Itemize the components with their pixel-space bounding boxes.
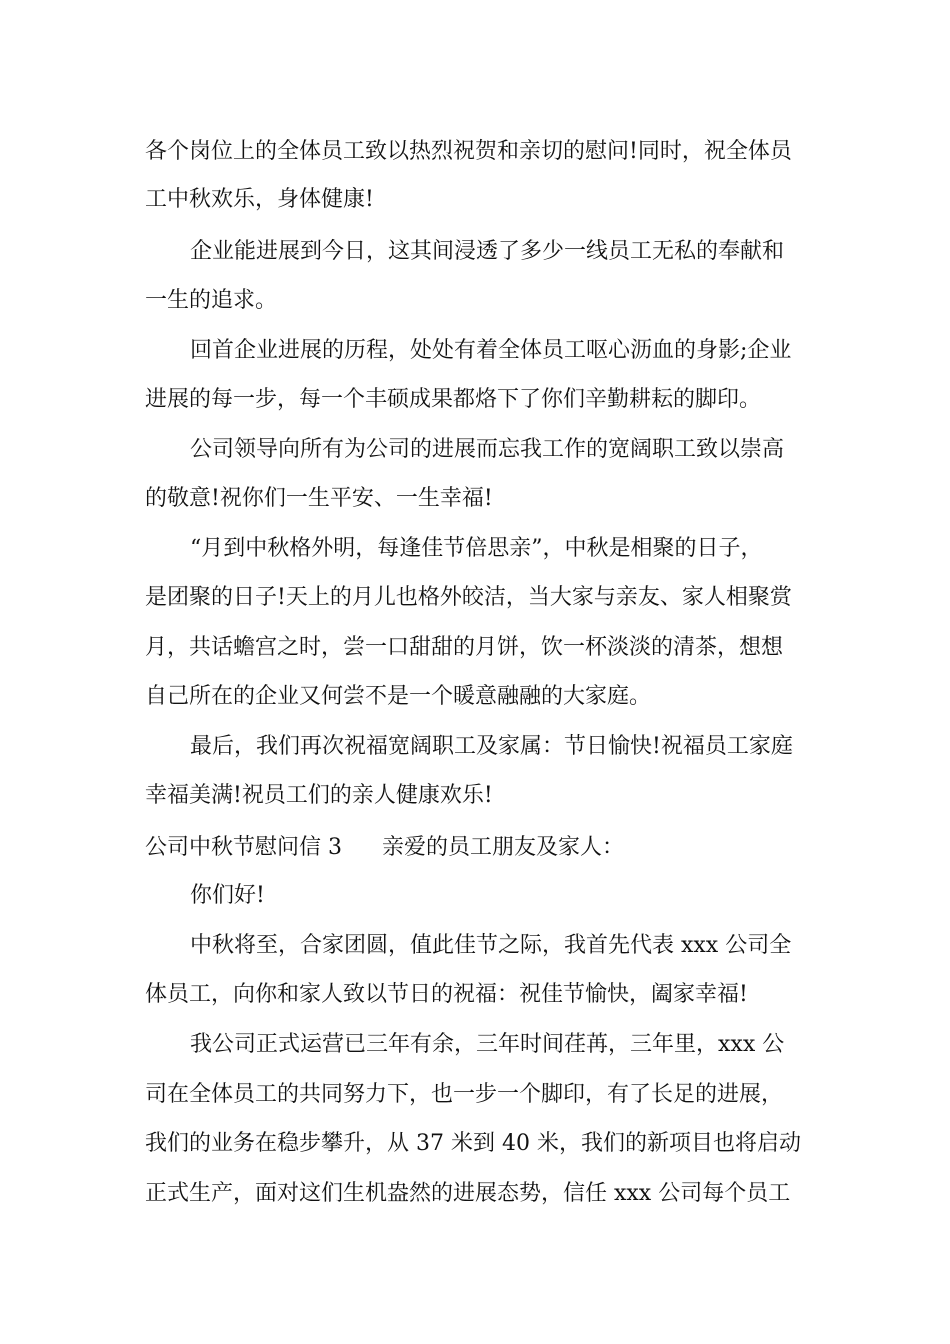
- paragraph-first-line: “月到中秋格外明，每逢佳节倍思亲”，中秋是相聚的日子，: [190, 536, 763, 561]
- text-line: 我们的业务在稳步攀升，从 37 米到 40 米，我们的新项目也将启动: [145, 1131, 801, 1156]
- text-line: 进展的每一步，每一个丰硕成果都烙下了你们辛勤耕耘的脚印。: [145, 387, 762, 412]
- text-line: 正式生产，面对这们生机盎然的进展态势，信任 xxx 公司每个员工: [145, 1181, 791, 1206]
- salutation: 你们好!: [190, 883, 265, 908]
- text-line: 是团聚的日子!天上的月儿也格外皎洁，当大家与亲友、家人相聚赏: [145, 585, 792, 610]
- letter-greeting: 亲爱的员工朋友及家人：: [382, 835, 625, 860]
- paragraph-first-line: 最后，我们再次祝福宽阔职工及家属：节日愉快!祝福员工家庭: [190, 734, 793, 759]
- text-line: 一生的追求。: [145, 288, 278, 313]
- text-line: 月，共话蟾宫之时，尝一口甜甜的月饼，饮一杯淡淡的清茶，想想: [145, 635, 784, 660]
- section-heading: [145, 833, 810, 863]
- paragraph-first-line: 企业能进展到今日，这其间浸透了多少一线员工无私的奉献和: [190, 239, 785, 264]
- section-title: 公司中秋节慰问信 3: [145, 835, 342, 860]
- paragraph-first-line: 中秋将至，合家团圆，值此佳节之际，我首先代表 xxx 公司全: [190, 933, 792, 958]
- text-line: 体员工，向你和家人致以节日的祝福：祝佳节愉快，阖家幸福!: [145, 982, 748, 1007]
- text-line: 工中秋欢乐，身体健康!: [145, 187, 374, 212]
- paragraph-first-line: 公司领导向所有为公司的进展而忘我工作的宽阔职工致以崇高: [190, 437, 785, 462]
- text-line: 各个岗位上的全体员工致以热烈祝贺和亲切的慰问!同时，祝全体员: [145, 139, 792, 164]
- text-line: 幸福美满!祝员工们的亲人健康欢乐!: [145, 783, 493, 808]
- text-line: 自己所在的企业又何尝不是一个暖意融融的大家庭。: [145, 684, 652, 709]
- paragraph-first-line: 我公司正式运营已三年有余，三年时间荏苒，三年里，xxx 公: [190, 1032, 785, 1057]
- text-line: 司在全体员工的共同努力下，也一步一个脚印，有了长足的进展，: [145, 1082, 784, 1107]
- paragraph-first-line: 回首企业进展的历程，处处有着全体员工呕心沥血的身影;企业: [190, 338, 792, 363]
- text-line: 的敬意!祝你们一生平安、一生幸福!: [145, 486, 493, 511]
